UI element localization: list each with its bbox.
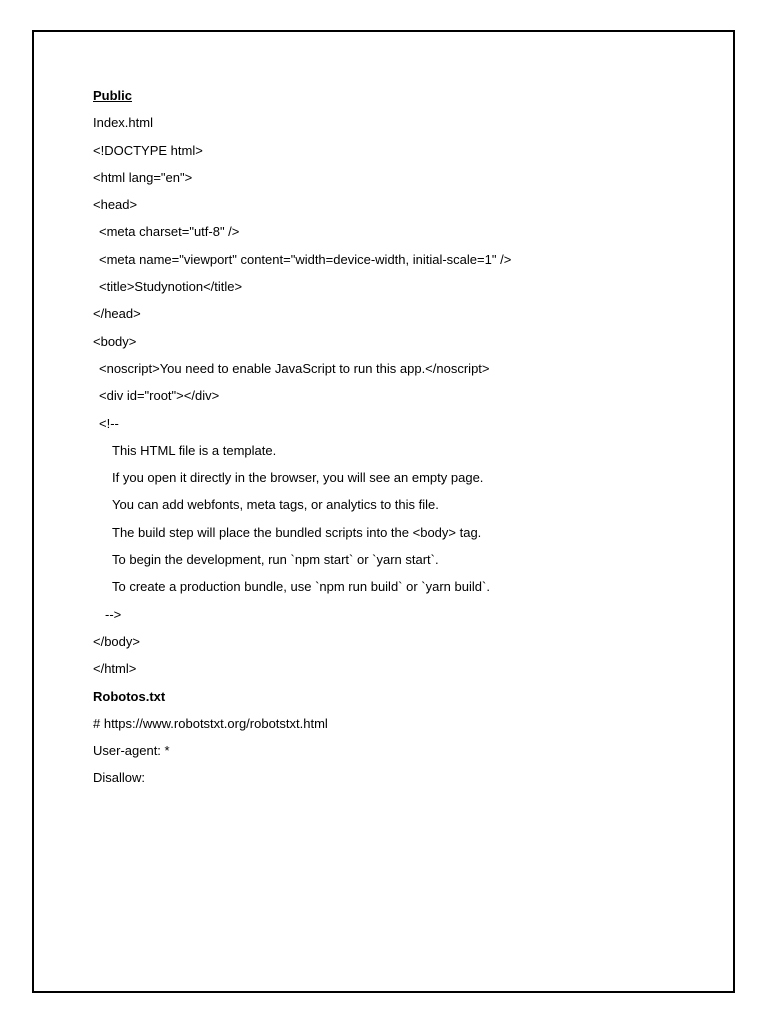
code-line-root-div: <div id="root"></div> xyxy=(99,388,220,404)
index-filename: Index.html xyxy=(93,115,153,131)
code-line-meta-viewport: <meta name="viewport" content="width=device-width, initial-scale=1" /> xyxy=(99,251,512,267)
code-line-comment-1: This HTML file is a template. xyxy=(112,442,277,458)
code-line-body-open: <body> xyxy=(93,333,137,349)
code-line-comment-4: The build step will place the bundled scripts into the <body> tag. xyxy=(112,524,482,540)
document-body xyxy=(93,86,713,796)
code-line-comment-6: To create a production bundle, use `npm run build` or `yarn build`. xyxy=(112,579,490,595)
code-line-comment-close: --> xyxy=(105,606,122,622)
code-line-comment-5: To begin the development, run `npm start` or `yarn start`. xyxy=(112,552,439,568)
code-line-html-close: </html> xyxy=(93,661,137,677)
code-line-body-close: </body> xyxy=(93,633,140,649)
code-line-comment-open: <!-- xyxy=(99,415,119,431)
robots-heading: Robotos.txt xyxy=(93,688,166,704)
code-line-comment-2: If you open it directly in the browser, you will see an empty page. xyxy=(112,470,484,486)
robots-line-disallow: Disallow: xyxy=(93,770,146,786)
code-line-meta-charset: <meta charset="utf-8" /> xyxy=(99,224,240,240)
code-line-head-close: </head> xyxy=(93,306,141,322)
robots-line-url: # https://www.robotstxt.org/robotstxt.html xyxy=(93,715,328,731)
public-heading: Public xyxy=(93,88,133,103)
code-line-comment-3: You can add webfonts, meta tags, or analytics to this file. xyxy=(112,497,439,513)
code-line-head-open: <head> xyxy=(93,197,138,213)
code-line-title: <title>Studynotion</title> xyxy=(99,279,243,295)
code-line-noscript: <noscript>You need to enable JavaScript to run this app.</noscript> xyxy=(99,360,490,376)
robots-line-user-agent: User-agent: * xyxy=(93,743,170,759)
code-line-html-open: <html lang="en"> xyxy=(93,169,193,185)
code-line-doctype: <!DOCTYPE html> xyxy=(93,142,203,158)
